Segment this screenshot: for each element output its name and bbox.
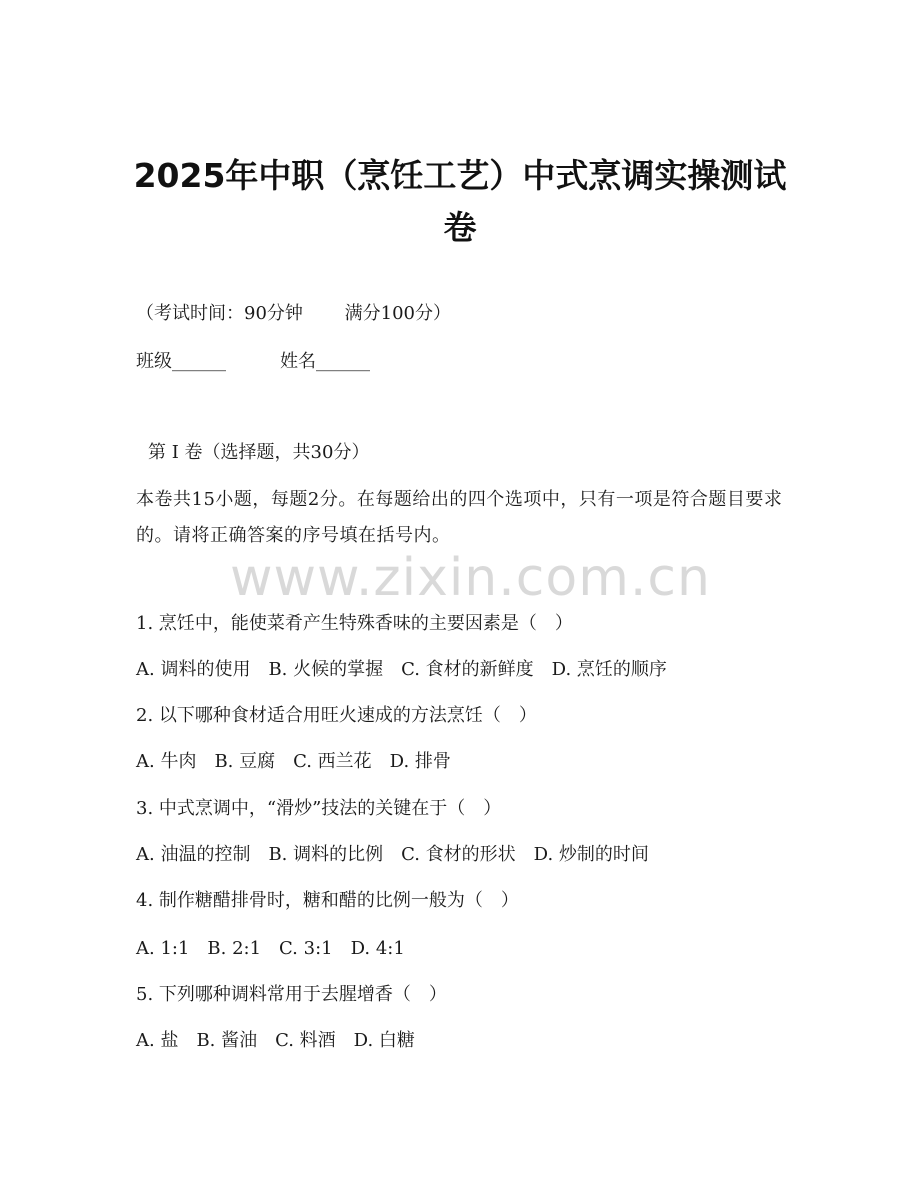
question-options: A. 调料的使用 B. 火候的掌握 C. 食材的新鲜度 D. 烹饪的顺序 (136, 659, 667, 680)
page-title: 2025年中职（烹饪工艺）中式烹调实操测试卷 (133, 156, 787, 247)
question-stem: 1. 烹饪中，能使菜肴产生特殊香味的主要因素是（ ） (136, 613, 573, 634)
question-stem: 5. 下列哪种调料常用于去腥增香（ ） (136, 984, 447, 1005)
question-stem: 2. 以下哪种食材适合用旺火速成的方法烹饪（ ） (136, 705, 537, 726)
question-options: A. 1:1 B. 2:1 C. 3:1 D. 4:1 (136, 938, 405, 959)
exam-info: （考试时间：90分钟 满分100分） (136, 303, 451, 324)
section-header: 第 I 卷（选择题，共30分） (148, 442, 370, 463)
question-options: A. 牛肉 B. 豆腐 C. 西兰花 D. 排骨 (136, 751, 451, 772)
instructions: 本卷共15小题，每题2分。在每题给出的四个选项中，只有一项是符合题目要求的。请将正确答案的序号填在括号内。 (136, 489, 783, 546)
watermark: www.zixin.com.cn (230, 548, 711, 608)
question-stem: 4. 制作糖醋排骨时，糖和醋的比例一般为（ ） (136, 890, 519, 911)
question-options: A. 油温的控制 B. 调料的比例 C. 食材的形状 D. 炒制的时间 (136, 844, 649, 865)
question-options: A. 盐 B. 酱油 C. 料酒 D. 白糖 (136, 1030, 415, 1051)
student-fields: 班级______ 姓名______ (136, 351, 370, 372)
question-stem: 3. 中式烹调中，“滑炒”技法的关键在于（ ） (136, 798, 502, 819)
